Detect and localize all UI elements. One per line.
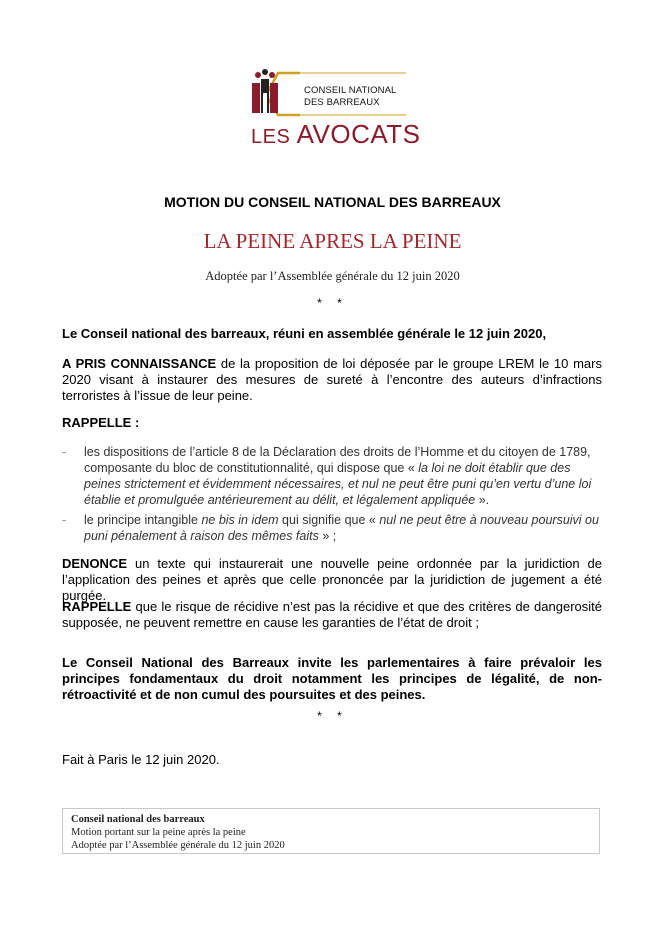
bullet-1-quote: la loi ne doit établir que des peines strictement et évidemment nécessaires, et nul ne peut être puni qu’en vertu d’une loi établie et promulguée antérieurement au délit, et légalement appliquée: [84, 461, 592, 507]
footer-line-2: Adoptée par l’Assemblée générale du 12 juin 2020: [71, 840, 285, 851]
footer-box: [62, 808, 600, 854]
cnb-invite-paragraph: Le Conseil National des Barreaux invite les parlementaires à faire prévaloir les principes fondamentaux du droit notamment les principes de légalité, de non-rétroactivité et de non cumul des poursuites et des peines.: [62, 655, 602, 702]
signature-line: Fait à Paris le 12 juin 2020.: [62, 752, 220, 767]
logo-wordmark-big: [251, 119, 421, 150]
logo-figure-head-3: [269, 72, 275, 78]
adoption-note: Adoptée par l’Assemblée générale du 12 juin 2020: [205, 269, 460, 283]
denonce-text: un texte qui instaurerait une nouvelle peine ordonnée par la juridiction de l’application des peines et après que celle prononcée par la juridiction de jugement a été purgée.: [62, 556, 602, 603]
bullet-2-text: le principe intangible: [84, 513, 202, 527]
bullet-2-end: » ;: [318, 529, 337, 543]
separator-stars: * *: [317, 296, 348, 310]
logo-figure-head-2: [262, 69, 268, 75]
pris-lead: A PRIS CONNAISSANCE: [62, 356, 217, 371]
logo-figure-body-3: [270, 83, 278, 113]
bullet-2-quote: nul ne peut être à nouveau poursuivi ou puni pénalement à raison des mêmes faits: [84, 513, 599, 543]
intro-paragraph: Le Conseil national des barreaux, réuni en assemblée générale le 12 juin 2020,: [62, 326, 547, 341]
bullet-2-text2: qui signifie que «: [278, 513, 380, 527]
bullet-dash: -: [62, 445, 67, 459]
bullet-1-end: ».: [475, 493, 490, 507]
denonce-paragraph: [62, 556, 602, 604]
bullet-1-text: les dispositions de l’article 8 de la Déclaration des droits de l’Homme et du citoyen de 1789, composante du bloc de constitutionnalité, qui dispose que «: [84, 445, 591, 475]
logo-figure-gap: [263, 93, 267, 113]
rappelle-paragraph: [62, 599, 602, 631]
pris-text: de la proposition de loi déposée par le groupe LREM le 10 mars 2020 visant à instaurer des mesures de sureté à l’encontre des auteurs d’infractions terroristes à l’issue de leur peine.: [62, 356, 602, 403]
logo-line-2: DES BARREAUX: [304, 97, 380, 108]
logo-prefix: LES: [251, 126, 291, 148]
rappelle-lead: RAPPELLE: [62, 599, 132, 614]
logo-line-1: CONSEIL NATIONAL: [304, 85, 397, 96]
document-title: MOTION DU CONSEIL NATIONAL DES BARREAUX: [164, 194, 501, 210]
rappelle-heading: RAPPELLE :: [62, 415, 140, 430]
rappelle-text: que le risque de récidive n’est pas la récidive et que des critères de dangerosité supposée, ne peuvent remettre en cause les garanties de l’état de droit ;: [62, 599, 602, 630]
bullet-2-term: ne bis in idem: [201, 513, 279, 527]
denonce-lead: DENONCE: [62, 556, 128, 571]
bullet-dash: -: [62, 513, 67, 527]
logo-word: AVOCATS: [296, 119, 421, 149]
logo-figure-head-1: [255, 72, 261, 78]
logo-wordmark-small: [304, 85, 396, 109]
separator-stars-2: * *: [317, 709, 348, 723]
document-subtitle: LA PEINE APRES LA PEINE: [203, 229, 462, 253]
footer-line-1: Motion portant sur la peine après la peine: [71, 827, 246, 838]
footer-title: Conseil national des barreaux: [71, 814, 205, 825]
logo-figure-body-1: [252, 83, 260, 113]
pris-connaissance-paragraph: [62, 356, 602, 404]
